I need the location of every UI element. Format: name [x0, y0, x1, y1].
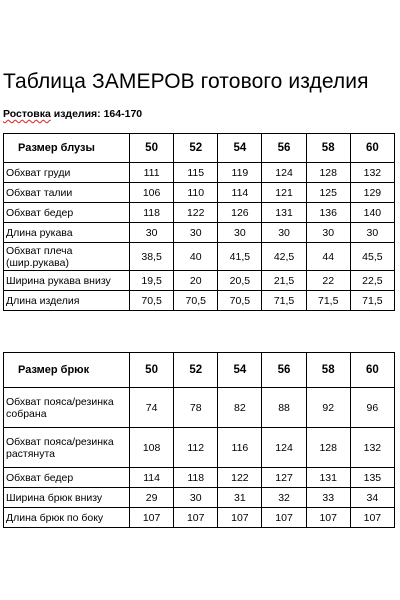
size-header: 56 [262, 353, 306, 388]
table-row [4, 488, 395, 508]
size-header: 52 [174, 134, 218, 163]
table-row [4, 468, 395, 488]
cell-value: 116 [218, 428, 262, 468]
cell-value: 30 [262, 223, 306, 243]
table-row [4, 508, 395, 528]
cell-value: 30 [130, 223, 174, 243]
row-label: Длина брюк по боку [4, 508, 130, 528]
cell-value: 128 [306, 163, 350, 183]
size-header: 58 [306, 134, 350, 163]
cell-value: 124 [262, 163, 306, 183]
cell-value: 82 [218, 388, 262, 428]
cell-value: 107 [174, 508, 218, 528]
cell-value: 126 [218, 203, 262, 223]
size-header: 60 [350, 134, 394, 163]
subtitle-rest: изделия: 164-170 [50, 108, 143, 120]
cell-value: 78 [174, 388, 218, 428]
cell-value: 30 [218, 223, 262, 243]
cell-value: 70,5 [130, 291, 174, 311]
cell-value: 121 [262, 183, 306, 203]
table-row [4, 163, 395, 183]
table-header-row [4, 353, 395, 388]
cell-value: 132 [350, 428, 394, 468]
cell-value: 111 [130, 163, 174, 183]
cell-value: 29 [130, 488, 174, 508]
cell-value: 107 [218, 508, 262, 528]
cell-value: 110 [174, 183, 218, 203]
cell-value: 118 [174, 468, 218, 488]
cell-value: 115 [174, 163, 218, 183]
table-row [4, 183, 395, 203]
cell-value: 71,5 [350, 291, 394, 311]
cell-value: 88 [262, 388, 306, 428]
row-label: Длина изделия [4, 291, 130, 311]
page-title: Таблица ЗАМЕРОВ готового изделия [3, 70, 369, 93]
row-label: Обхват бедер [4, 468, 130, 488]
row-label: Ширина рукава внизу [4, 271, 130, 291]
cell-value: 114 [130, 468, 174, 488]
size-header: 54 [218, 353, 262, 388]
cell-value: 71,5 [262, 291, 306, 311]
cell-value: 42,5 [262, 243, 306, 271]
cell-value: 19,5 [130, 271, 174, 291]
cell-value: 92 [306, 388, 350, 428]
cell-value: 30 [306, 223, 350, 243]
table-row [4, 243, 395, 271]
cell-value: 114 [218, 183, 262, 203]
cell-value: 30 [174, 488, 218, 508]
cell-value: 74 [130, 388, 174, 428]
cell-value: 122 [174, 203, 218, 223]
cell-value: 20,5 [218, 271, 262, 291]
row-label: Обхват пояса/резинка растянута [4, 428, 130, 468]
cell-value: 45,5 [350, 243, 394, 271]
cell-value: 129 [350, 183, 394, 203]
cell-value: 71,5 [306, 291, 350, 311]
cell-value: 107 [350, 508, 394, 528]
cell-value: 118 [130, 203, 174, 223]
cell-value: 70,5 [218, 291, 262, 311]
cell-value: 106 [130, 183, 174, 203]
pants-header-label: Размер брюк [4, 353, 130, 388]
cell-value: 127 [262, 468, 306, 488]
row-label: Обхват бедер [4, 203, 130, 223]
cell-value: 33 [306, 488, 350, 508]
cell-value: 122 [218, 468, 262, 488]
size-header: 50 [130, 134, 174, 163]
cell-value: 140 [350, 203, 394, 223]
cell-value: 125 [306, 183, 350, 203]
size-header: 58 [306, 353, 350, 388]
cell-value: 30 [174, 223, 218, 243]
cell-value: 96 [350, 388, 394, 428]
cell-value: 112 [174, 428, 218, 468]
cell-value: 22,5 [350, 271, 394, 291]
size-header: 54 [218, 134, 262, 163]
subtitle [3, 108, 142, 120]
table-row [4, 271, 395, 291]
cell-value: 107 [262, 508, 306, 528]
row-label: Обхват груди [4, 163, 130, 183]
cell-value: 32 [262, 488, 306, 508]
cell-value: 31 [218, 488, 262, 508]
blouse-size-table [3, 133, 395, 311]
size-header: 52 [174, 353, 218, 388]
cell-value: 107 [306, 508, 350, 528]
table-header-row [4, 134, 395, 163]
cell-value: 34 [350, 488, 394, 508]
cell-value: 107 [130, 508, 174, 528]
cell-value: 124 [262, 428, 306, 468]
cell-value: 131 [262, 203, 306, 223]
cell-value: 136 [306, 203, 350, 223]
size-header: 50 [130, 353, 174, 388]
pants-size-table [3, 352, 395, 528]
cell-value: 22 [306, 271, 350, 291]
table-row [4, 203, 395, 223]
cell-value: 30 [350, 223, 394, 243]
cell-value: 131 [306, 468, 350, 488]
size-header: 60 [350, 353, 394, 388]
cell-value: 40 [174, 243, 218, 271]
cell-value: 132 [350, 163, 394, 183]
row-label: Обхват плеча (шир.рукава) [4, 243, 130, 271]
size-header: 56 [262, 134, 306, 163]
cell-value: 20 [174, 271, 218, 291]
row-label: Ширина брюк внизу [4, 488, 130, 508]
cell-value: 119 [218, 163, 262, 183]
subtitle-prefix: Ростовка [3, 108, 51, 120]
cell-value: 128 [306, 428, 350, 468]
blouse-header-label: Размер блузы [4, 134, 130, 163]
row-label: Обхват пояса/резинка собрана [4, 388, 130, 428]
table-row [4, 428, 395, 468]
cell-value: 41,5 [218, 243, 262, 271]
row-label: Обхват талии [4, 183, 130, 203]
table-row [4, 388, 395, 428]
table-row [4, 291, 395, 311]
cell-value: 135 [350, 468, 394, 488]
table-row [4, 223, 395, 243]
cell-value: 21,5 [262, 271, 306, 291]
cell-value: 38,5 [130, 243, 174, 271]
cell-value: 108 [130, 428, 174, 468]
row-label: Длина рукава [4, 223, 130, 243]
cell-value: 44 [306, 243, 350, 271]
cell-value: 70,5 [174, 291, 218, 311]
